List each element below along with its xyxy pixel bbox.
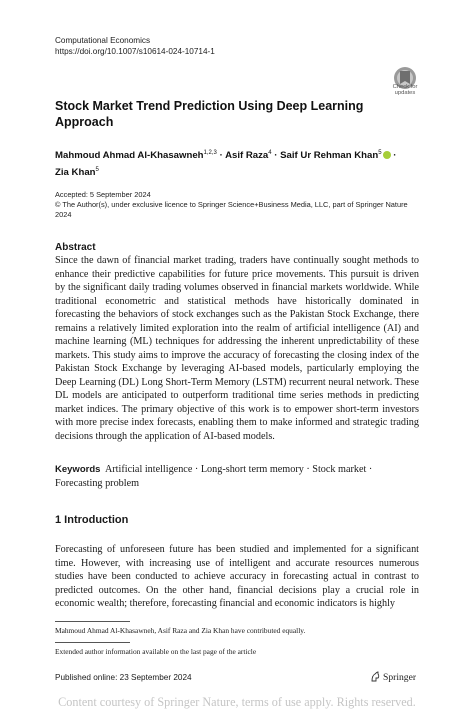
keywords: [55, 463, 419, 490]
springer-logo: [370, 671, 416, 683]
footnote-divider: [55, 642, 130, 643]
keywords-label: Keywords: [55, 464, 101, 475]
footnote-divider: [55, 621, 130, 622]
springer-horse-icon: [370, 671, 381, 682]
journal-header: [55, 35, 215, 57]
author-affiliation: 1,2,3: [203, 150, 217, 156]
badge-line-1: Check for: [392, 84, 418, 90]
author-name[interactable]: Saif Ur Rehman Khan: [280, 150, 379, 161]
courtesy-watermark: Content courtesy of Springer Nature, terms of use apply. Rights reserved.: [58, 695, 416, 709]
author-affiliation: 5: [378, 150, 382, 156]
published-date: Published online: 23 September 2024: [55, 673, 192, 682]
springer-wordmark: Springer: [383, 672, 417, 683]
author-separator: ·: [216, 150, 226, 161]
author-separator: ·: [271, 150, 281, 161]
orcid-icon[interactable]: [383, 151, 391, 159]
accepted-date: Accepted: 5 September 2024: [55, 190, 151, 199]
check-for-updates-label: [384, 84, 426, 97]
article-meta: [55, 190, 415, 220]
badge-line-2: updates: [394, 90, 416, 97]
author-affiliation: 4: [268, 150, 272, 156]
author-name[interactable]: Mahmoud Ahmad Al-Khasawneh: [55, 150, 204, 161]
section-heading: 1 Introduction: [55, 514, 129, 526]
author-name[interactable]: Asif Raza: [225, 150, 269, 161]
abstract-heading: Abstract: [55, 242, 96, 253]
journal-name: Computational Economics: [55, 36, 151, 45]
article-title: Stock Market Trend Prediction Using Deep Learning Approach: [55, 99, 364, 129]
author-name[interactable]: Zia Khan: [55, 167, 96, 178]
abstract-text: Since the dawn of financial market trading, traders have continually sought methods to enhance their predictive capabilities for future price movements. This pursuit is driven by the significant daily trading volumes observed in financial markets worldwide. While traditional econometric and statistical methods have historically dominated in forecasting the behaviors of stock exchanges such as the Pakistan Stock Exchange, there remains a relatively limited exploration into the realm of artificial intelligence (AI) and machine learning (ML) techniques for addressing the inherent unpredictability of these markets. This study aims to improve the accuracy of forecasting the closing index of the Pakistan Stock Exchange by leveraging AI-based models, particularly employing the Deep Learning (DL) Long Short-Term Memory (LSTM) recurrent neural network. These DL models are anticipated to outperform traditional time series methods in predicting market indices. The primary objective of this work is to empower short-term investors with more precise index forecasts, enabling them to make informed and strategic trading decisions through the application of AI-based models.: [55, 255, 419, 442]
keywords-list: Artificial intelligence · Long-short term memory · Stock market · Forecasting problem: [55, 464, 373, 489]
introduction-text: Forecasting of unforeseen future has been studied and implemented for a significant time. However, with increasing use of intelligent and accurate resources numerous studies have been conducted to achieve accuracy in forecasting actual in contrast to predicted outcomes. On the other hand, financial decisions play a crucial role in economic wealth; therefore, forecasting financial and economic indicators is highly: [55, 544, 419, 609]
copyright-notice: © The Author(s), under exclusive licence to Springer Science+Business Media, LLC, part of Springer Nature 2024: [55, 200, 408, 219]
contribution-footnote: Mahmoud Ahmad Al-Khasawneh, Asif Raza and Zia Khan have contributed equally.: [55, 626, 306, 635]
extended-info-footnote: Extended author information available on the last page of the article: [55, 647, 257, 656]
doi-link[interactable]: https://doi.org/10.1007/s10614-024-10714-1: [55, 47, 215, 56]
author-affiliation: 5: [95, 167, 99, 173]
author-list: Mahmoud Ahmad Al-Khasawneh$^{1,2,3}$ · Asif Raza$^4$ · Saif Ur Rehman Khan$^5$ · Zia Khan$^5$: [55, 150, 397, 178]
